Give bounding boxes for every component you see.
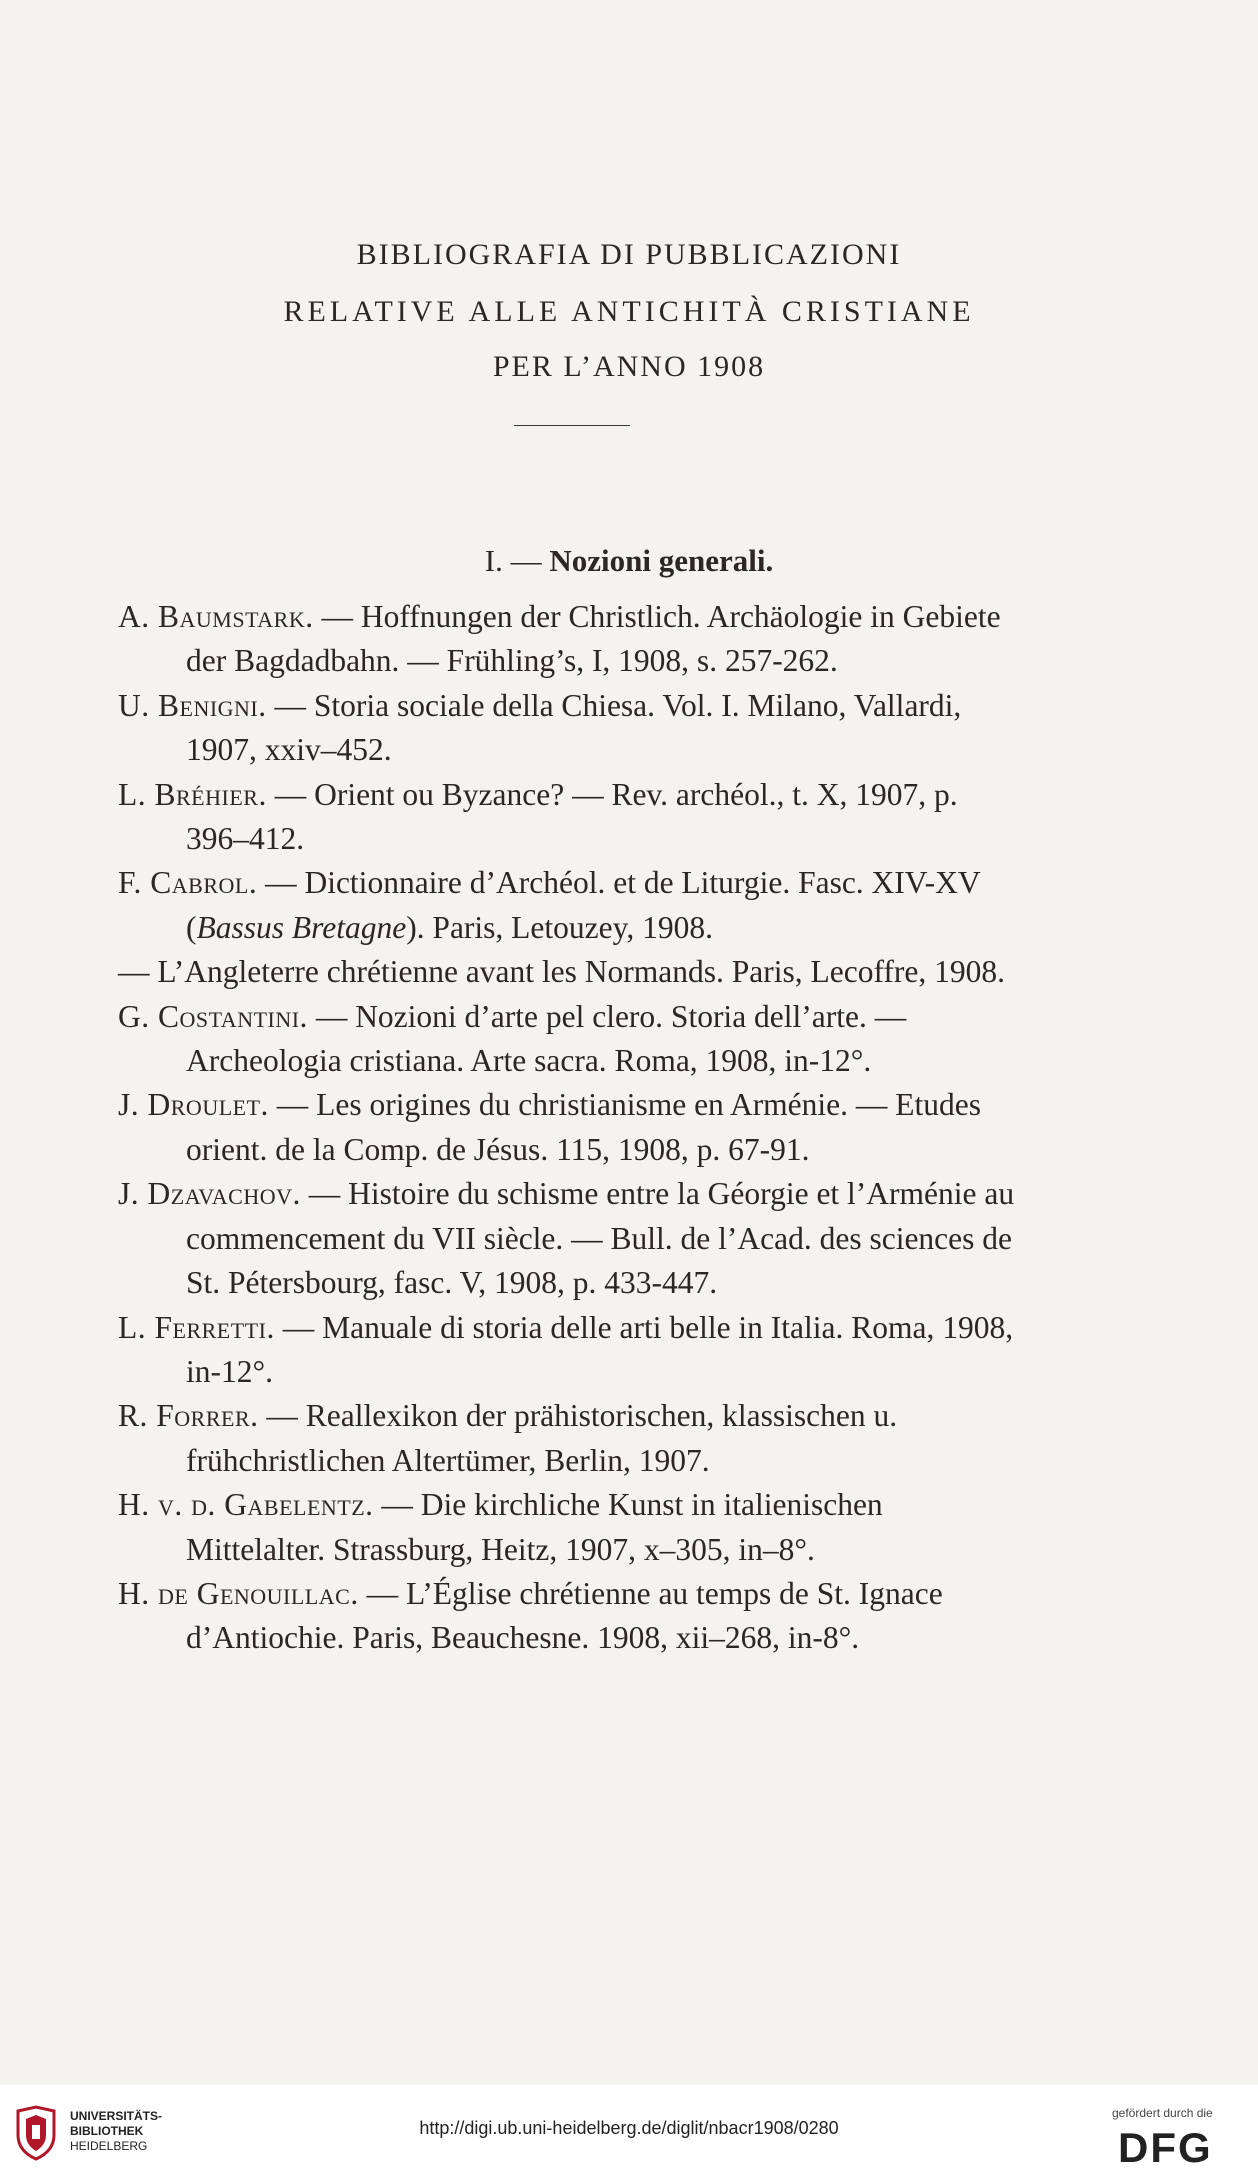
entry-author: L. Ferretti. xyxy=(118,1309,275,1345)
entry-author: J. Dzavachov. xyxy=(118,1176,301,1212)
bibliography-entry xyxy=(118,950,1018,994)
entry-text-after: ). Paris, Letouzey, 1908. xyxy=(406,909,713,945)
entry-author: R. Forrer. xyxy=(118,1398,259,1434)
entry-author: F. Cabrol. xyxy=(118,865,258,901)
entry-text: — L’Angleterre chrétienne avant les Normands. Paris, Lecoffre, 1908. xyxy=(118,954,1005,990)
bibliography-entry xyxy=(118,773,1018,862)
bibliography-entry xyxy=(118,684,1018,773)
entry-author: H. de Genouillac. xyxy=(118,1575,359,1611)
entry-text: — Reallexikon der prähistorischen, klassischen u. frühchristlichen Altertümer, Berlin, 1907. xyxy=(186,1398,898,1478)
entry-text: — Nozioni d’arte pel clero. Storia dell’arte. — Archeologia cristiana. Arte sacra. Roma, 1908, in-12°. xyxy=(186,998,907,1079)
title-divider xyxy=(514,425,630,426)
title-line-3: PER L’ANNO 1908 xyxy=(492,350,766,383)
section-number: I. — xyxy=(484,543,542,578)
bibliography-entry xyxy=(118,1483,1018,1572)
bibliography-entry xyxy=(118,1572,1018,1661)
entry-text: — Manuale di storia delle arti belle in Italia. Roma, 1908, in-12°. xyxy=(186,1309,1014,1389)
entry-author: J. Droulet. xyxy=(118,1087,269,1123)
title-line-2: RELATIVE ALLE ANTICHITÀ CRISTIANE xyxy=(283,295,975,328)
entry-author: L. Bréhier. xyxy=(118,776,267,812)
bibliography-entry xyxy=(118,995,1018,1084)
entry-author: G. Costantini. xyxy=(118,998,308,1034)
bibliography-list xyxy=(118,595,1018,1661)
library-name-line-1: UNIVERSITÄTS- xyxy=(70,2109,163,2123)
entry-text: — Hoffnungen der Christlich. Archäologie in Gebiete der Bagdadbahn. — Frühling’s, I, 1908, s. 257-262. xyxy=(186,599,1001,679)
entry-text: — Storia sociale della Chiesa. Vol. I. Milano, Vallardi, 1907, xxiv–452. xyxy=(186,687,962,768)
library-name-line-3: HEIDELBERG xyxy=(70,2139,148,2153)
entry-italic-title: Bassus Bretagne xyxy=(196,909,407,945)
permalink-url[interactable]: http://digi.ub.uni-heidelberg.de/diglit/nbacr1908/0280 xyxy=(419,2118,839,2138)
bibliography-entry xyxy=(118,595,1018,684)
entry-author: U. Benigni. xyxy=(118,687,267,723)
entry-author: A. Baumstark. xyxy=(118,599,314,634)
section-title: Nozioni generali. xyxy=(549,543,774,578)
entry-text: — L’Église chrétienne au temps de St. Ignace d’Antiochie. Paris, Beauchesne. 1908, xii–268, in-8°. xyxy=(186,1575,943,1656)
library-name-line-2: BIBLIOTHEK xyxy=(70,2124,144,2138)
entry-text: — Histoire du schisme entre la Géorgie et l’Arménie au commencement du VII siècle. — Bull. de l’Acad. des sciences de St. Pétersbourg, fasc. V, 1908, p. 433-447. xyxy=(186,1176,1015,1301)
dfg-logo[interactable]: DFG xyxy=(1118,2124,1213,2171)
entry-text: — Die kirchliche Kunst in italienischen Mittelalter. Strassburg, Heitz, 1907, x–305, in–8°. xyxy=(186,1487,883,1567)
bibliography-entry xyxy=(118,861,1018,950)
section-heading xyxy=(0,543,1258,579)
entry-author: H. v. d. Gabelentz. xyxy=(118,1487,374,1523)
funder-caption: gefördert durch die xyxy=(1112,2106,1213,2120)
title-line-1: BIBLIOGRAFIA DI PUBBLICAZIONI xyxy=(356,238,902,271)
entry-text: — Orient ou Byzance? — Rev. archéol., t. X, 1907, p. 396–412. xyxy=(186,776,958,857)
bibliography-entry xyxy=(118,1083,1018,1172)
bibliography-entry xyxy=(118,1394,1018,1483)
bibliography-entry xyxy=(118,1306,1018,1395)
entry-text: — Les origines du christianisme en Arménie. — Etudes orient. de la Comp. de Jésus. 115, 1908, p. 67-91. xyxy=(186,1087,982,1167)
bibliography-entry xyxy=(118,1172,1018,1305)
entry-text: — Dictionnaire d’Archéol. et de Liturgie. Fasc. XIV-XV ( xyxy=(186,865,981,945)
